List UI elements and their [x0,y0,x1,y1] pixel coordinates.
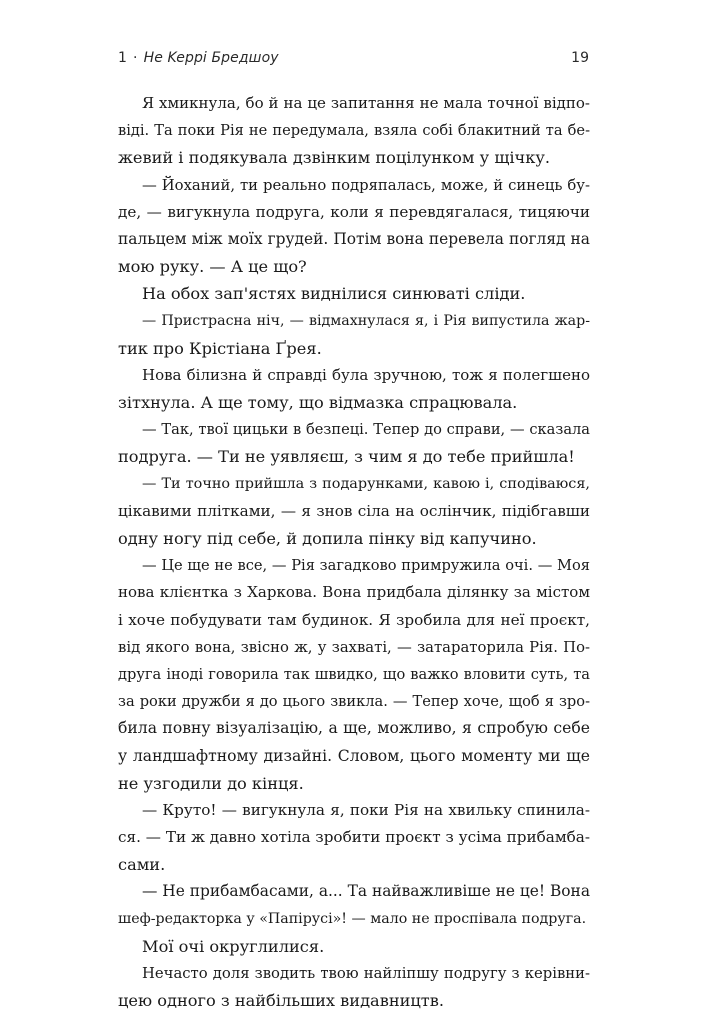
text-line: шеф-редакторка у «Папірусі»! — мало не проспівала подруга. [118,910,587,927]
page-number: 19 [571,50,589,66]
text-line: мою руку. — А це що? [118,257,307,277]
text-line: віді. Та поки Рія не передумала, взяла собі блакитний та бе- [118,122,590,140]
text-line: Я хмикнула, бо й на це запитання не мала точної відпо- [142,94,590,112]
text-line: — Не прибамбасами, а... Та найважливіше не це! Вона [142,882,590,901]
text-line: Нова білизна й справді була зручною, тож я полегшено [142,365,590,384]
header-separator: · [133,50,138,66]
text-line: подруга. — Ти не уявляєш, з чим я до тебе прийшла! [118,447,575,467]
text-line: де, — вигукнула подруга, коли я перевдягалася, тицяючи [118,202,590,221]
text-line: Нечасто доля зводить твою найліпшу подругу з керівни- [142,965,590,982]
body-text [118,90,590,1014]
text-line: цею одного з найбільших видавництв. [118,991,445,1011]
text-line: сами. [118,855,166,875]
text-line: — Ти точно прийшла з подарунками, кавою і, сподіваюся, [142,475,590,492]
text-line: — Круто! — вигукнула я, поки Рія на хвильку спинила- [142,800,590,819]
text-line: Мої очі округлилися. [142,936,325,956]
text-line: не узгодили до кінця. [118,773,304,793]
text-line: зітхнула. А ще тому, що відмазка спрацювала. [118,393,518,413]
text-line: била повну візуалізацію, а ще, можливо, я спробую себе [118,719,590,738]
book-title: Не Keppi Бредшоу [143,50,279,66]
text-line: нова клієнтка з Харкова. Вона придбала ділянку за містом [118,583,590,602]
text-line: — Йоханий, ти реально подряпалась, може, й синець бу- [142,176,590,194]
text-line: за роки дружби я до цього звикла. — Тепер хоче, щоб я зро- [118,693,590,711]
text-line: друга іноді говорила так швидко, що важко вловити суть, та [118,665,590,683]
text-line: жевий і подякувала дзвінким поцілунком у щічку. [118,148,551,168]
text-line: пальцем між моїх грудей. Потім вона перевела погляд на [118,229,590,248]
text-line: і хоче побудувати там будинок. Я зробила для неї проєкт, [118,610,590,629]
text-line: цікавими плітками, — я знов сіла на ослінчик, підібгавши [118,501,590,520]
text-line: ся. — Ти ж давно хотіла зробити проєкт з усіма прибамба- [118,828,590,847]
text-line: — Так, твої цицьки в безпеці. Тепер до справи, — сказала [142,421,590,439]
running-head [118,50,279,66]
text-line: — Це ще не все, — Рія загадково примружила очі. — Моя [142,557,590,575]
text-line: — Пристрасна ніч, — відмахнулася я, і Рія випустила жар- [142,312,590,329]
chapter-number: 1 [118,50,128,66]
text-line: одну ногу під себе, й допила пінку від капучино. [118,529,537,548]
text-line: від якого вона, звісно ж, у захваті, — затараторила Рія. По- [118,638,590,656]
text-line: тик про Крістіана Ґрея. [118,338,322,358]
text-line: На обох зап'ястях виднілися синюваті сліди. [142,284,526,304]
text-line: у ландшафтному дизайні. Словом, цього моменту ми ще [118,746,590,765]
